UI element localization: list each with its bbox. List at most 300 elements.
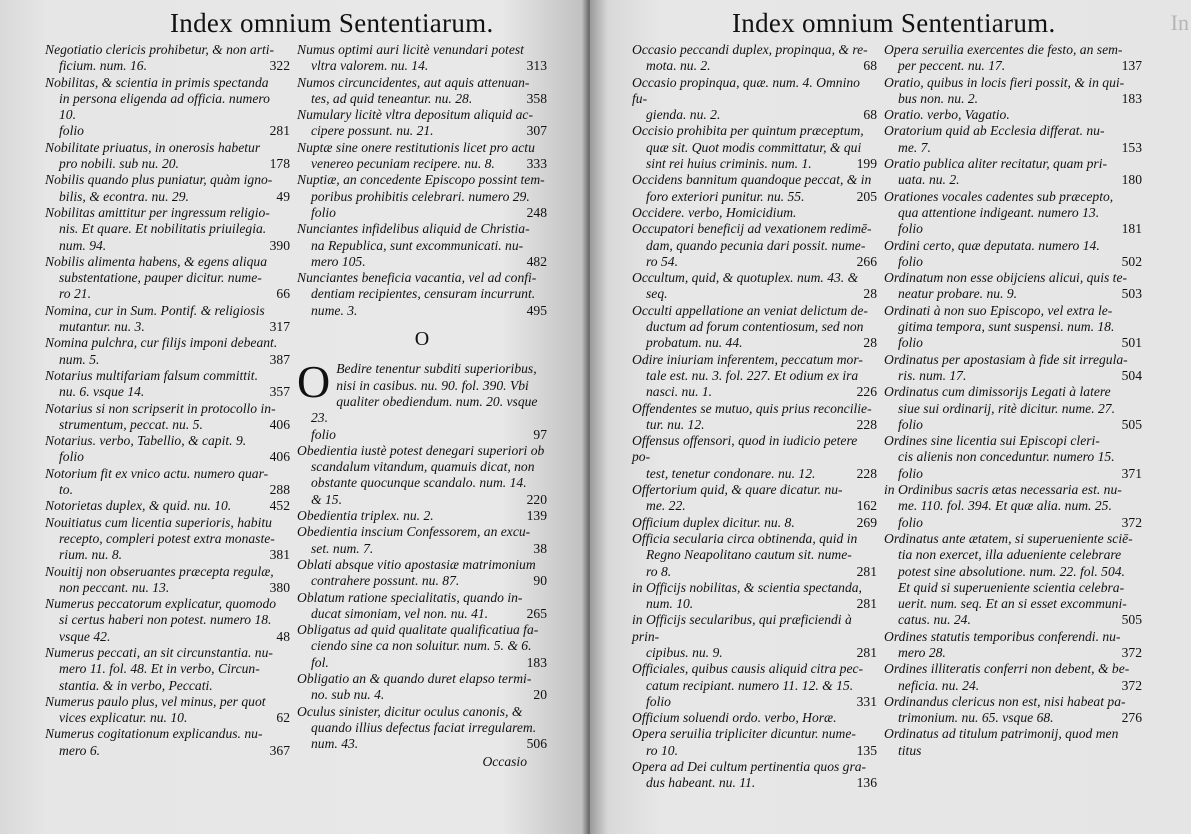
- index-entry: [45, 254, 290, 303]
- entry-text-line: neatur probare. nu. 9.: [898, 286, 1018, 302]
- entry-text-line: Occupatori beneficij ad vexationem redimē-: [632, 221, 872, 237]
- entry-text-line: Ordinatus per apostasiam à fide sit irregula-: [884, 351, 1128, 367]
- entry-text-line: Opera seruilia tripliciter dicuntur. nume-: [632, 726, 856, 742]
- page-reference: 62: [276, 710, 290, 726]
- index-entry: [45, 726, 290, 759]
- index-entry: [632, 531, 877, 580]
- right-column-1: [632, 42, 877, 792]
- entry-text-line: Occisio prohibita per quintum præceptum,: [632, 123, 864, 139]
- page-reference: 372: [1121, 644, 1142, 660]
- entry-text-line: folio: [898, 253, 923, 269]
- index-entry: [632, 75, 877, 124]
- index-entry: [884, 694, 1142, 727]
- index-entry: [884, 75, 1142, 108]
- entry-text-line: folio: [898, 335, 923, 351]
- entry-text-line: cipere possunt. nu. 21.: [311, 123, 434, 139]
- page-reference: 288: [269, 482, 290, 498]
- entry-text-line: Odire iniuriam inferentem, peccatum mor-: [632, 351, 863, 367]
- entry-text-line: Oratorium quid ab Ecclesia differat. nu-: [884, 123, 1105, 139]
- entry-text-line: potest sine absolutione. num. 22. fol. 504.: [898, 563, 1125, 579]
- entry-text-line: trimonium. nu. 65. vsque 68.: [898, 710, 1054, 726]
- index-entry: [884, 531, 1142, 629]
- entry-text-line: dus habeant. nu. 11.: [646, 775, 756, 791]
- index-entry: [884, 303, 1142, 352]
- entry-text-line: folio: [898, 416, 923, 432]
- entry-text-line: Nuptæ sine onere restitutionis licet pro actu: [297, 139, 535, 155]
- page-reference: 506: [526, 736, 547, 752]
- entry-text-line: mero 11. fol. 48. Et in verbo, Circun-: [59, 661, 260, 677]
- entry-text-line: num. 43.: [311, 736, 359, 752]
- entry-text-line: titus: [898, 742, 922, 758]
- entry-text-line: folio: [311, 426, 336, 442]
- entry-text-line: ro 10.: [646, 742, 678, 758]
- entry-text-line: vices explicatur. nu. 10.: [59, 710, 188, 726]
- entry-text-line: me. 110. fol. 394. Et quæ alia. num. 25.: [898, 498, 1112, 514]
- entry-text-line: Officia secularia circa obtinenda, quid in: [632, 530, 858, 546]
- index-entry: [45, 564, 290, 597]
- page-reference: 452: [269, 498, 290, 514]
- entry-text-line: num. 5.: [59, 351, 100, 367]
- entry-text-line: Ordinandus clericus non est, nisi habeat pa-: [884, 693, 1126, 709]
- index-entry: [632, 710, 877, 726]
- entry-text-line: num. 94.: [59, 237, 107, 253]
- entry-text-line: Oratio. verbo, Vagatio.: [884, 107, 1010, 123]
- left-column-1: [45, 42, 290, 759]
- entry-text-line: mero 6.: [59, 742, 101, 758]
- entry-text-line: Obedientia inscium Confessorem, an excu-: [297, 524, 531, 540]
- entry-text-line: siue sui ordinarij, ritè dicitur. nume. 27.: [898, 400, 1115, 416]
- entry-text-line: & 15.: [311, 491, 342, 507]
- page-reference: 504: [1121, 367, 1142, 383]
- entry-text-line: Nomina, cur in Sum. Pontif. & religiosis: [45, 302, 265, 318]
- entry-text-line: Ordini certo, quæ deputata. numero 14.: [884, 237, 1100, 253]
- entry-text-line: folio: [898, 465, 923, 481]
- page-reference: 502: [1121, 253, 1142, 269]
- entry-text-line: na Republica, sunt excommunicati. nu-: [311, 237, 524, 253]
- entry-text-line: obstante quocunque scandalo. num. 14.: [311, 475, 527, 491]
- entry-text-line: Nobilitas amittitur per ingressum religio-: [45, 204, 270, 220]
- index-entry: [297, 622, 547, 671]
- catchword: Occasio: [482, 754, 527, 770]
- entry-text-line: Nouitij non obseruantes præcepta regulæ,: [45, 563, 274, 579]
- page-reference: 281: [856, 596, 877, 612]
- entry-text-line: folio: [898, 221, 923, 237]
- index-entry: [632, 433, 877, 482]
- entry-text-line: vltra valorem. nu. 14.: [311, 58, 429, 74]
- page-reference: 387: [269, 351, 290, 367]
- page-reference: 505: [1121, 416, 1142, 432]
- entry-text-line: Ordinatum non esse obijciens alicui, quis te-: [884, 270, 1128, 286]
- index-entry: [884, 433, 1142, 482]
- entry-text-line: num. 10.: [646, 596, 694, 612]
- entry-text-line: catum recipiant. numero 11. 12. & 15.: [646, 677, 854, 693]
- index-entry: [297, 270, 547, 319]
- index-entry: [45, 515, 290, 564]
- page-reference: 180: [1121, 172, 1142, 188]
- entry-text-line: Oratio publica aliter recitatur, quam pri-: [884, 156, 1108, 172]
- entry-text-line: Oblatum ratione specialitatis, quando in-: [297, 589, 523, 605]
- page-reference: 153: [1121, 139, 1142, 155]
- page-reference: 266: [856, 253, 877, 269]
- page-reference: 38: [533, 540, 547, 556]
- index-entry: [884, 123, 1142, 156]
- entry-text-line: Occultum, quid, & quotuplex. num. 43. &: [632, 270, 859, 286]
- entry-text-line: ficium. num. 16.: [59, 58, 147, 74]
- entry-text-line: nisi in casibus. nu. 90. fol. 390. Vbi: [336, 377, 529, 393]
- index-entry: [297, 704, 547, 753]
- entry-text-line: Oratio, quibus in locis fieri possit, & in qui-: [884, 74, 1125, 90]
- running-head-right: Index omnium Sententiarum.: [732, 8, 1056, 38]
- page-reference: 358: [526, 90, 547, 106]
- entry-text-line: Notorium fit ex vnico actu. numero quar-: [45, 465, 269, 481]
- page-reference: 390: [269, 237, 290, 253]
- entry-text-line: in persona eligenda ad officia. numero 10.: [59, 90, 270, 123]
- entry-text-line: folio: [311, 204, 336, 220]
- index-entry: [884, 270, 1142, 303]
- bleed-through-text: In: [1170, 10, 1189, 35]
- entry-text-line: recepto, compleri potest extra monaste-: [59, 530, 275, 546]
- entry-text-line: quando illius defectus faciat irregularem.: [311, 719, 537, 735]
- section-letter: O: [414, 328, 430, 351]
- entry-text-line: Officiales, quibus causis aliquid citra pec-: [632, 661, 864, 677]
- index-entry: [45, 42, 290, 75]
- index-entry: [632, 270, 877, 303]
- page-reference: 371: [1121, 465, 1142, 481]
- entry-text-line: stantia. & in verbo, Peccati.: [59, 677, 213, 693]
- entry-text-line: non peccant. nu. 13.: [59, 579, 170, 595]
- entry-text-line: in Ordinibus sacris ætas necessaria est. nu-: [884, 482, 1122, 498]
- entry-text-line: Ordinatus cum dimissorijs Legati à latere: [884, 384, 1111, 400]
- index-entry: [632, 303, 877, 352]
- right-column-2: [884, 42, 1142, 759]
- entry-text-line: tes, ad quid teneantur. nu. 28.: [311, 90, 473, 106]
- entry-text-line: Oblati absque vitio apostasiæ matrimonium: [297, 556, 536, 572]
- page-reference: 406: [269, 416, 290, 432]
- page-reference: 265: [526, 605, 547, 621]
- entry-text-line: ducat simoniam, vel non. nu. 41.: [311, 605, 489, 621]
- running-head-left: Index omnium Sententiarum.: [170, 8, 494, 38]
- index-entry: [297, 524, 547, 557]
- page-reference: 322: [269, 58, 290, 74]
- entry-text-line: ductum ad forum contentiosum, sed non: [646, 319, 864, 335]
- index-entry: [297, 508, 547, 524]
- entry-text-line: gienda. nu. 2.: [646, 107, 721, 123]
- entry-text-line: Ordinatus ad titulum patrimonij, quod men: [884, 726, 1119, 742]
- entry-text-line: Numerus paulo plus, vel minus, per quot: [45, 693, 266, 709]
- entry-text-line: substentatione, pauper dicitur. nume-: [59, 270, 262, 286]
- index-entry: [45, 172, 290, 205]
- entry-text-line: Numulary licitè vltra depositum aliquid ac-: [297, 107, 533, 123]
- index-entry: [297, 107, 547, 140]
- left-column-2: [297, 42, 547, 771]
- page-reference: 248: [526, 204, 547, 220]
- entry-text-line: per peccent. nu. 17.: [898, 58, 1006, 74]
- page-reference: 381: [269, 547, 290, 563]
- entry-text-line: Nunciantes beneficia vacantia, vel ad confi-: [297, 270, 537, 286]
- entry-text-line: tia non exercet, illa adueniente celebrare: [898, 547, 1122, 563]
- entry-text-line: Oculus sinister, dicitur oculus canonis, &: [297, 703, 523, 719]
- entry-text-line: nasci. nu. 1.: [646, 384, 713, 400]
- entry-text-line: sint rei huius criminis. num. 1.: [646, 156, 812, 172]
- entry-text-line: mutantur. nu. 3.: [59, 319, 145, 335]
- index-entry: [884, 189, 1142, 238]
- index-entry: [632, 612, 877, 661]
- entry-text-line: set. num. 7.: [311, 540, 374, 556]
- index-entry: [632, 661, 877, 710]
- entry-text-line: Nobilitate priuatus, in onerosis habetur: [45, 139, 261, 155]
- entry-text-line: in Officijs nobilitas, & scientia spectanda,: [632, 579, 862, 595]
- index-entry: [45, 401, 290, 434]
- entry-text-line: uata. nu. 2.: [898, 172, 960, 188]
- index-entry: [45, 75, 290, 140]
- entry-text-line: uerit. num. seq. Et an si esset excommuni-: [898, 596, 1127, 612]
- page-reference: 281: [269, 123, 290, 139]
- entry-text-line: Occidens bannitum quandoque peccat, & in: [632, 172, 872, 188]
- entry-text-line: Numus optimi auri licitè venundari potest: [297, 42, 524, 57]
- entry-text-line: ciendo sine ca non soluitur. num. 5. & 6.: [311, 638, 532, 654]
- page-reference: 281: [856, 563, 877, 579]
- entry-text-line: neficia. nu. 24.: [898, 677, 980, 693]
- index-entry: [632, 726, 877, 759]
- page-reference: 220: [526, 491, 547, 507]
- index-entry: [297, 75, 547, 108]
- page-reference: 20: [533, 687, 547, 703]
- entry-text-line: Occasio peccandi duplex, propinqua, & re-: [632, 42, 868, 57]
- index-entry: [632, 580, 877, 613]
- entry-text-line: Numerus peccatorum explicatur, quomodo: [45, 596, 277, 612]
- page-reference: 495: [526, 302, 547, 318]
- index-entry: [632, 205, 877, 221]
- page-reference: 226: [856, 384, 877, 400]
- entry-text-line: Notarius si non scripserit in protocollo in-: [45, 400, 276, 416]
- page-reference: 97: [533, 426, 547, 442]
- entry-text-line: quæ sit. Quot modis committatur, & qui: [646, 139, 862, 155]
- index-entry: [45, 140, 290, 173]
- entry-text-line: Offensus offensori, quod in iudicio petere po-: [632, 433, 858, 465]
- index-entry: [632, 759, 877, 792]
- page-reference: 136: [856, 775, 877, 791]
- entry-text-line: ro 54.: [646, 253, 678, 269]
- entry-text-line: si certus haberi non potest. numero 18.: [59, 612, 272, 628]
- page-reference: 380: [269, 579, 290, 595]
- entry-text-line: Obedientia iustè potest denegari superiori ob: [297, 442, 545, 458]
- entry-text-line: dentiam recipientes, censuram incurrunt.: [311, 286, 536, 302]
- entry-text-line: to.: [59, 482, 73, 498]
- index-entry: [45, 433, 290, 466]
- index-entry: [884, 156, 1142, 189]
- entry-text-line: Regno Neapolitano cautum sit. nume-: [646, 547, 852, 563]
- entry-text-line: folio: [59, 449, 84, 465]
- page-reference: 68: [863, 107, 877, 123]
- page-reference: 66: [276, 286, 290, 302]
- entry-text-line: Notarius. verbo, Tabellio, & capit. 9.: [45, 433, 247, 449]
- entry-text-line: foro exteriori punitur. nu. 55.: [646, 188, 805, 204]
- entry-text-line: Officium soluendi ordo. verbo, Horæ.: [632, 710, 837, 726]
- index-entry: [45, 368, 290, 401]
- page-reference: 183: [1121, 90, 1142, 106]
- page-reference: 68: [863, 58, 877, 74]
- index-entry: [632, 221, 877, 270]
- entry-text-line: catus. nu. 24.: [898, 612, 971, 628]
- entry-text-line: mero 28.: [898, 644, 946, 660]
- entry-text-line: Ordinati à non suo Episcopo, vel extra le-: [884, 302, 1113, 318]
- entry-text-line: Nobilis alimenta habens, & egens aliqua: [45, 253, 268, 269]
- entry-text-line: Orationes vocales cadentes sub præcepto,: [884, 188, 1114, 204]
- page-reference: 269: [856, 514, 877, 530]
- entry-text-line: Opera seruilia exercentes die festo, an sem-: [884, 42, 1123, 57]
- entry-text-line: Occidere. verbo, Homicidium.: [632, 204, 797, 220]
- entry-text-line: qua attentione indigeant. numero 13.: [898, 204, 1100, 220]
- page-reference: 482: [526, 253, 547, 269]
- entry-text-line: Nobilis quando plus puniatur, quàm igno-: [45, 172, 273, 188]
- index-entry: [632, 515, 877, 531]
- entry-text-line: Numerus peccati, an sit circunstantia. nu-: [45, 644, 273, 660]
- entry-text-line: Nouitiatus cum licentia superioris, habitu: [45, 514, 272, 530]
- entry-text-line: tale est. nu. 3. fol. 227. Et odium ex ira: [646, 367, 859, 383]
- page-reference: 137: [1121, 58, 1142, 74]
- index-entry: [632, 172, 877, 205]
- page-reference: 135: [856, 742, 877, 758]
- entry-text-line: vsque 42.: [59, 628, 111, 644]
- page-reference: 228: [856, 416, 877, 432]
- page-reference: 406: [269, 449, 290, 465]
- index-entry: [297, 356, 547, 442]
- page-reference: 281: [856, 644, 877, 660]
- entry-text-line: seq.: [646, 286, 668, 302]
- entry-text-line: Ordines sine licentia sui Episcopi cleri-: [884, 433, 1100, 449]
- entry-text-line: nu. 6. vsque 14.: [59, 384, 145, 400]
- entry-text-line: fol.: [311, 654, 329, 670]
- entry-text-line: bus non. nu. 2.: [898, 90, 979, 106]
- entry-text-line: nume. 3.: [311, 302, 358, 318]
- entry-text-line: ris. num. 17.: [898, 367, 967, 383]
- entry-text-line: Nuptiæ, an concedente Episcopo possint tem-: [297, 172, 545, 188]
- entry-text-line: rium. nu. 8.: [59, 547, 123, 563]
- entry-text-line: no. sub nu. 4.: [311, 687, 385, 703]
- page-reference: 228: [856, 465, 877, 481]
- entry-text-line: venereo pecuniam recipere. nu. 8.: [311, 156, 495, 172]
- entry-text-line: Offendentes se mutuo, quis prius reconcilie-: [632, 400, 872, 416]
- entry-text-line: Bedire tenentur subditi superioribus,: [336, 361, 537, 377]
- page-reference: 178: [269, 156, 290, 172]
- entry-text-line: Nunciantes infidelibus aliquid de Christia-: [297, 221, 530, 237]
- entry-text-line: test, tenetur condonare. nu. 12.: [646, 465, 816, 481]
- entry-text-line: ro 8.: [646, 563, 672, 579]
- entry-text-line: Et quid si superueniente scientia celebra-: [898, 579, 1125, 595]
- entry-text-line: dam, quando pecunia dari possit. nume-: [646, 237, 866, 253]
- entry-text-line: pro nobili. sub nu. 20.: [59, 156, 179, 172]
- entry-text-line: Officium duplex dicitur. nu. 8.: [632, 514, 795, 530]
- index-entry: [884, 352, 1142, 385]
- page-reference: 357: [269, 384, 290, 400]
- entry-text-line: Offertorium quid, & quare dicatur. nu-: [632, 482, 843, 498]
- entry-text-line: folio: [898, 514, 923, 530]
- page-reference: 367: [269, 742, 290, 758]
- index-entry: [45, 303, 290, 336]
- page-reference: 139: [526, 508, 547, 524]
- index-entry: [884, 384, 1142, 433]
- entry-text-line: cis alienis non conceduntur. numero 15.: [898, 449, 1115, 465]
- index-entry: [297, 140, 547, 173]
- left-page: [0, 0, 590, 834]
- page-reference: 48: [276, 628, 290, 644]
- entry-text-line: ro 21.: [59, 286, 91, 302]
- index-entry: [884, 629, 1142, 662]
- index-entry: [45, 466, 290, 499]
- page-reference: 333: [526, 156, 547, 172]
- page-reference: 505: [1121, 612, 1142, 628]
- index-entry: [632, 401, 877, 434]
- entry-text-line: Nomina pulchra, cur filijs imponi debeant.: [45, 335, 278, 351]
- page-reference: 49: [276, 188, 290, 204]
- page-reference: 183: [526, 654, 547, 670]
- index-entry: [45, 498, 290, 514]
- entry-text-line: folio: [59, 123, 84, 139]
- index-entry: [297, 557, 547, 590]
- page-reference: 503: [1121, 286, 1142, 302]
- entry-text-line: Ordines statutis temporibus conferendi. nu-: [884, 628, 1121, 644]
- page-reference: 313: [526, 58, 547, 74]
- index-entry: [297, 221, 547, 270]
- entry-text-line: Nobilitas, & scientia in primis spectanda: [45, 74, 269, 90]
- entry-text-line: Notarius multifariam falsum committit.: [45, 367, 258, 383]
- index-entry: [297, 590, 547, 623]
- entry-text-line: bilis, & econtra. nu. 29.: [59, 188, 189, 204]
- page-reference: 276: [1121, 710, 1142, 726]
- index-entry: [884, 107, 1142, 123]
- entry-text-line: in Officijs secularibus, qui præficiendi à prin-: [632, 612, 852, 644]
- entry-text-line: nis. Et quare. Et nobilitatis priuilegia.: [59, 221, 267, 237]
- page-reference: 205: [856, 188, 877, 204]
- index-entry: [632, 123, 877, 172]
- page-reference: 199: [856, 156, 877, 172]
- entry-text-line: Occasio propinqua, quæ. num. 4. Omnino fu-: [632, 74, 860, 106]
- index-entry: [884, 726, 1142, 759]
- page-reference: 372: [1121, 677, 1142, 693]
- index-entry: [45, 645, 290, 694]
- entry-text-line: gitima tempora, sunt suspensi. num. 18.: [898, 319, 1115, 335]
- entry-text-line: Ordines illiteratis conferri non debent, & be-: [884, 661, 1130, 677]
- entry-text-line: Obligatus ad quid qualitate qualificatiua fa-: [297, 622, 539, 638]
- index-entry: [45, 596, 290, 645]
- page-reference: 28: [863, 335, 877, 351]
- index-entry: [884, 482, 1142, 531]
- index-entry: [297, 443, 547, 508]
- right-page: [590, 0, 1191, 834]
- page-reference: 162: [856, 498, 877, 514]
- entry-text-line: me. 22.: [646, 498, 686, 514]
- page-reference: 90: [533, 573, 547, 589]
- index-entry: [884, 42, 1142, 75]
- page-reference: 181: [1121, 221, 1142, 237]
- entry-text-line: folio: [646, 693, 671, 709]
- entry-text-line: Opera ad Dei cultum pertinentia quos gra-: [632, 759, 867, 775]
- entry-text-line: Obedientia triplex. nu. 2.: [297, 508, 434, 524]
- index-entry: [632, 482, 877, 515]
- entry-text-line: mero 105.: [311, 253, 366, 269]
- entry-text-line: strumentum, peccat. nu. 5.: [59, 416, 203, 432]
- entry-text-line: contrahere possunt. nu. 87.: [311, 573, 460, 589]
- entry-text-line: scandalum vitandum, quamuis dicat, non: [311, 459, 535, 475]
- index-entry: [45, 205, 290, 254]
- index-entry: [632, 352, 877, 401]
- entry-text-line: probatum. nu. 44.: [646, 335, 743, 351]
- index-entry: [884, 238, 1142, 271]
- page-reference: 331: [856, 693, 877, 709]
- page-reference: 28: [863, 286, 877, 302]
- index-entry: [45, 335, 290, 368]
- entry-text-line: mota. nu. 2.: [646, 58, 711, 74]
